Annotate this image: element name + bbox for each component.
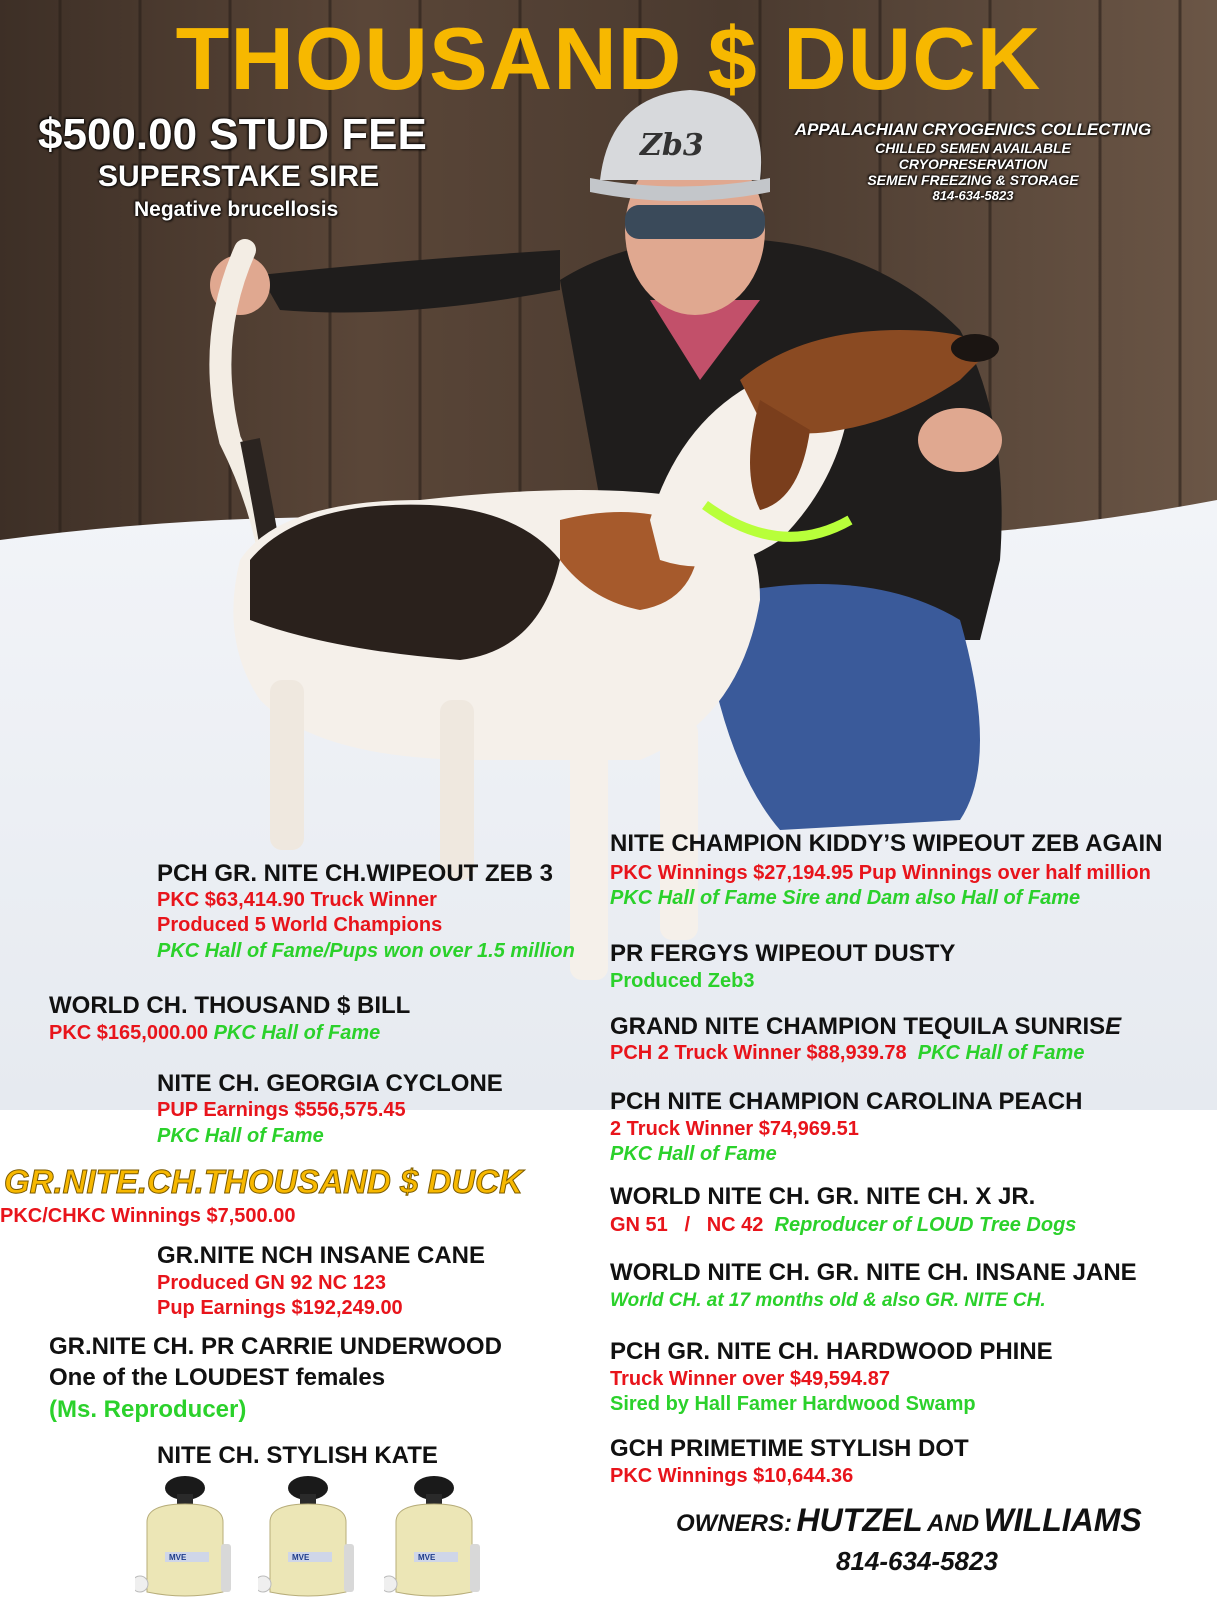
xjr-name: WORLD NITE CH. GR. NITE CH. X JR. [610,1183,1036,1210]
xjr-details [610,1214,1076,1237]
peach-line-2: PKC Hall of Fame [610,1143,777,1165]
cane-line-2: Pup Earnings $192,249.00 [157,1297,403,1319]
tequila-details [610,1042,1084,1065]
tequila-earnings: PCH 2 Truck Winner $88,939.78 [610,1042,907,1064]
owners-and: AND [927,1510,980,1537]
stud-fee: $500.00 STUD FEE [38,110,427,159]
xjr-reproducer: Reproducer of LOUD Tree Dogs [774,1214,1077,1236]
peach-name: PCH NITE CHAMPION CAROLINA PEACH [610,1088,1083,1115]
cane-line-1: Produced GN 92 NC 123 [157,1272,386,1294]
cap-logo: Zb3 [640,128,704,163]
zeb3-line-3: PKC Hall of Fame/Pups won over 1.5 million [157,940,575,962]
owner-name-1: HUTZEL [796,1502,923,1538]
superstake-sire: SUPERSTAKE SIRE [98,160,380,193]
cyclone-line-2: PKC Hall of Fame [157,1125,324,1147]
tequila-name-last: E [1105,1013,1122,1040]
cryo-line-1: APPALACHIAN CRYOGENICS COLLECTING [794,120,1152,139]
dot-name: GCH PRIMETIME STYLISH DOT [610,1435,969,1462]
owners-line [676,1502,1142,1539]
tequila-name [610,1013,1121,1041]
duck-name: GR.NITE.CH.THOUSAND $ DUCK [4,1163,523,1200]
zeb3-line-1: PKC $63,414.90 Truck Winner [157,889,437,911]
cane-name: GR.NITE NCH INSANE CANE [157,1242,486,1269]
cryo-info [738,120,1208,203]
cyclone-line-1: PUP Earnings $556,575.45 [157,1099,406,1121]
cyclone-name: NITE CH. GEORGIA CYCLONE [157,1070,503,1097]
bill-details [49,1022,380,1045]
zeb3-line-2: Produced 5 World Champions [157,914,443,936]
jane-line-1: World CH. at 17 months old & also GR. NITE CH. [610,1290,1046,1311]
carrie-line-2: (Ms. Reproducer) [49,1396,247,1423]
dusty-name: PR FERGYS WIPEOUT DUSTY [610,940,956,967]
bill-earnings: PKC $165,000.00 [49,1022,209,1044]
cryo-line-3: CRYOPRESERVATION [898,156,1048,172]
carrie-line-1: One of the LOUDEST females [49,1364,386,1391]
dusty-line-1: Produced Zeb3 [610,970,755,992]
jane-name: WORLD NITE CH. GR. NITE CH. INSANE JANE [610,1259,1137,1286]
tequila-hall-of-fame: PKC Hall of Fame [917,1042,1085,1064]
cryo-phone: 814-634-5823 [932,188,1014,203]
cryo-line-4: SEMEN FREEZING & STORAGE [867,172,1079,188]
nitrogen-canister-1 [135,1474,245,1605]
carrie-name: GR.NITE CH. PR CARRIE UNDERWOOD [49,1333,502,1360]
peach-line-1: 2 Truck Winner $74,969.51 [610,1118,859,1140]
bill-hall-of-fame: PKC Hall of Fame [213,1022,381,1044]
owners-phone: 814-634-5823 [836,1546,998,1576]
cryo-line-2: CHILLED SEMEN AVAILABLE [875,140,1071,156]
zeb3-name: PCH GR. NITE CH.WIPEOUT ZEB 3 [157,860,554,887]
phine-line-1: Truck Winner over $49,594.87 [610,1368,890,1390]
zeb-again-line-1: PKC Winnings $27,194.95 Pup Winnings over half million [610,862,1151,884]
nitrogen-canister-2 [258,1474,368,1605]
owners-label: OWNERS: [676,1510,792,1537]
zeb-again-name: NITE CHAMPION KIDDY’S WIPEOUT ZEB AGAIN [610,830,1163,857]
svg-text:MVE: MVE [418,1553,436,1562]
owner-name-2: WILLIAMS [983,1502,1142,1538]
tequila-name-main: GRAND NITE CHAMPION TEQUILA SUNRIS [610,1013,1106,1040]
zeb-again-line-2: PKC Hall of Fame Sire and Dam also Hall of Fame [610,887,1081,909]
duck-winnings: PKC/CHKC Winnings $7,500.00 [0,1205,296,1227]
phine-name: PCH GR. NITE CH. HARDWOOD PHINE [610,1338,1053,1365]
dot-line-1: PKC Winnings $10,644.36 [610,1465,854,1487]
phine-line-2: Sired by Hall Famer Hardwood Swamp [610,1393,976,1415]
svg-text:MVE: MVE [292,1553,310,1562]
bill-name: WORLD CH. THOUSAND $ BILL [49,992,411,1019]
brucellosis-note: Negative brucellosis [134,198,339,221]
xjr-gn-nc: GN 51 / NC 42 [610,1214,764,1236]
nitrogen-canister-3 [384,1474,494,1605]
svg-text:MVE: MVE [169,1553,187,1562]
kate-name: NITE CH. STYLISH KATE [157,1442,438,1469]
page-title: THOUSAND $ DUCK [175,9,1042,108]
